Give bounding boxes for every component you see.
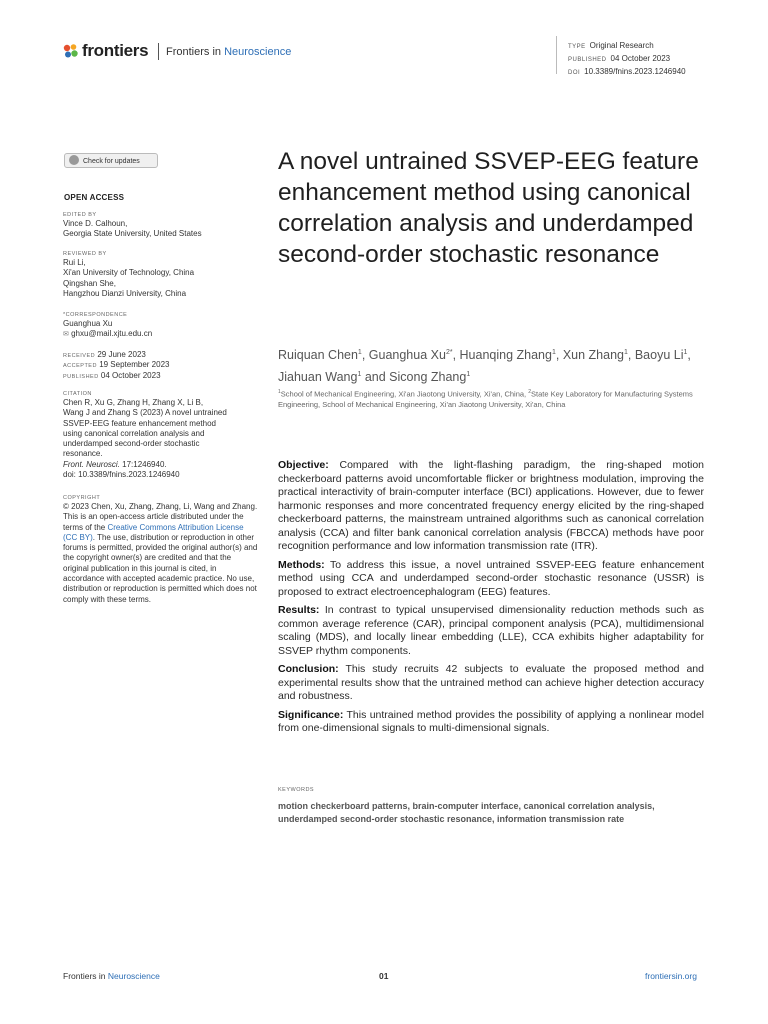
meta-published: PUBLISHED 04 October 2023: [568, 54, 671, 63]
abstract: [278, 459, 704, 741]
keywords: motion checkerboard patterns, brain-computer interface, canonical correlation analysis, underdamped second-order stochastic resonance, information transmission rate: [278, 801, 655, 824]
refresh-icon: [69, 155, 79, 165]
page-number: 01: [379, 971, 389, 981]
check-for-updates-button[interactable]: [64, 153, 158, 168]
correspondence-block: [63, 311, 263, 341]
editor-affiliation: Georgia State University, United States: [63, 229, 202, 239]
author-list: [278, 343, 718, 387]
author-name[interactable]: Sicong Zhang: [389, 370, 467, 385]
footer-site-link[interactable]: frontiersin.org: [645, 971, 697, 981]
affiliation-2: State Key Laboratory for Manufacturing Systems Engineering, School of Mechanical Engineering, Xi'an Jiaotong University, Xi'an, China: [278, 389, 693, 409]
affiliations: $^1$School of Mechanical Engineering, Xi'an Jiaotong University, Xi'an, China, $^2$State Key Laboratory for Manufacturing Systems Engineering, School of Mechanical Engineering, Xi'an Jiaotong University, Xi'an, China: [278, 389, 693, 409]
correspondence-label: *CORRESPONDENCE: [63, 312, 128, 318]
envelope-icon: ✉: [63, 331, 69, 339]
correspondence-email-row[interactable]: [63, 329, 263, 340]
author-name[interactable]: Ruiquan Chen: [278, 348, 358, 363]
journal-title[interactable]: [166, 46, 291, 58]
reviewer-name: Qingshan She,: [63, 278, 116, 288]
author-name[interactable]: Baoyu Li: [634, 348, 684, 363]
author-affiliation-sup: 1: [357, 371, 362, 379]
open-access-label: OPEN ACCESS: [64, 193, 125, 202]
article-title: A novel untrained SSVEP-EEG feature enhancement method using canonical correlation analysis and underdamped second-order stochastic resonance: [278, 148, 699, 268]
brand-name[interactable]: frontiers: [82, 41, 149, 60]
reviewed-by-block: [63, 250, 263, 299]
journal-prefix: Frontiers in: [166, 46, 222, 58]
license-link[interactable]: Creative Commons Attribution License (CC BY): [63, 522, 244, 542]
abstract-objective: Objective: Compared with the light-flashing paradigm, the ring-shaped motion checkerboard patterns avoid uncomfortable flicker or brightness modulation, improving the practical interactivity of brain-computer interface (BCI) applications. However, due to fewer harmonic responses and more concentrated frequency energy elicited by the ring-shaped checkerboard patterns, the mainstream untrained algorithms such as canonical correlation analysis (CCA) and filter bank canonical correlation analysis (FBCCA) methods have poor recognition performance and low information transmission rate (ITR).: [278, 459, 704, 552]
correspondence-name: Guanghua Xu: [63, 319, 113, 328]
article-meta: [568, 40, 686, 79]
author-affiliation-sup: 1: [466, 371, 471, 379]
brand-divider: [158, 43, 159, 60]
author-separator: ,: [452, 348, 460, 363]
author-separator: ,: [555, 348, 563, 363]
check-updates-label: Check for updates: [83, 158, 140, 165]
copyright-text: © 2023 Chen, Xu, Zhang, Zhang, Li, Wang and Zhang. This is an open-access article distributed under the terms of the Creative Commons Attribution License (CC BY). The use, distribution or reproduction in other forums is permitted, provided the original author(s) and the copyright owner(s) are credited and that the original publication in this journal is cited, in accordance with accepted academic practice. No use, distribution or reproduction is permitted which does not comply with these terms.: [63, 502, 258, 604]
citation-line: Chen R, Xu G, Zhang H, Zhang X, Li B,: [63, 398, 204, 407]
citation-line: SSVEP-EEG feature enhancement method: [63, 418, 216, 428]
meta-doi: DOI 10.3389/fnins.2023.1246940: [568, 67, 686, 76]
citation-line: underdamped second-order stochastic: [63, 439, 200, 449]
author-name[interactable]: Huanqing Zhang: [459, 348, 552, 363]
reviewer-affiliation: Hangzhou Dianzi University, China: [63, 288, 187, 298]
meta-divider: [556, 36, 557, 74]
author-name[interactable]: Guanghua Xu: [368, 348, 446, 363]
citation-volume: 17:1246940.: [119, 459, 167, 469]
accepted-row: ACCEPTED 19 September 2023: [63, 360, 170, 370]
author-affiliation-sup: 2*: [445, 349, 453, 356]
citation-label: CITATION: [63, 391, 92, 397]
author-separator: ,: [361, 348, 369, 363]
citation-doi[interactable]: doi: 10.3389/fnins.2023.1246940: [63, 470, 180, 480]
citation-journal: Front. Neurosci.: [63, 459, 120, 469]
reviewer-affiliation: Xi'an University of Technology, China: [63, 268, 195, 278]
correspondence-email[interactable]: ghxu@mail.xjtu.edu.cn: [71, 329, 153, 339]
author-separator: ,: [627, 348, 635, 363]
author-name[interactable]: Jiahuan Wang: [278, 370, 358, 385]
abstract-conclusion: Conclusion: This study recruits 42 subjects to evaluate the proposed method and experimental results show that the untrained method can achieve higher detection accuracy and robustness.: [278, 663, 704, 702]
abstract-results: Results: In contrast to typical unsupervised dimensionality reduction methods such as common average reference (CAR), principal component analysis (PCA), multidimensional scaling (MDS), and locally linear embedding (LLE), CCA exhibits higher adaptability for SSVEP rhythm components.: [278, 604, 704, 657]
keywords-label: KEYWORDS: [278, 787, 315, 793]
frontiers-logo-icon: [63, 43, 79, 59]
affiliation-1: School of Mechanical Engineering, Xi'an Jiaotong University, Xi'an, China,: [280, 389, 529, 399]
abstract-significance: Significance: This untrained method provides the possibility of applying a nonlinear model from one-dimensional signals to multi-dimensional signals.: [278, 708, 704, 734]
author-name[interactable]: Xun Zhang: [562, 348, 624, 363]
citation-journal-row: [63, 460, 259, 470]
journal-name: Neuroscience: [224, 46, 292, 58]
author-affiliation-sup: 1: [683, 349, 688, 356]
citation-line: using canonical correlation analysis and: [63, 428, 205, 438]
published-row: PUBLISHED 04 October 2023: [63, 370, 161, 380]
edited-by-label: EDITED BY: [63, 212, 97, 218]
footer-journal[interactable]: Frontiers in Neuroscience: [63, 971, 160, 981]
editor-name: Vince D. Calhoun,: [63, 219, 128, 228]
copyright-label: COPYRIGHT: [63, 495, 101, 501]
author-affiliation-sup: 1: [623, 349, 628, 356]
abstract-methods: Methods: To address this issue, a novel untrained SSVEP-EEG feature enhancement method using CCA and underdamped second-order stochastic resonance (USSR) is proposed to extract electroencephalogram (EEG) features.: [278, 558, 704, 598]
citation-line: resonance.: [63, 449, 103, 459]
citation-block: [63, 390, 259, 480]
copyright-block: [63, 494, 259, 605]
author-separator: and: [361, 370, 390, 385]
author-affiliation-sup: 1: [551, 349, 556, 356]
author-separator: ,: [687, 348, 691, 363]
reviewer-name: Rui Li,: [63, 258, 86, 267]
citation-line: Wang J and Zhang S (2023) A novel untrained: [63, 408, 227, 418]
reviewed-by-label: REVIEWED BY: [63, 251, 107, 257]
dates-block: [63, 350, 263, 381]
meta-type: TYPE Original Research: [568, 41, 654, 50]
edited-by-block: [63, 211, 263, 240]
received-row: RECEIVED 29 June 2023: [63, 350, 146, 359]
author-affiliation-sup: 1: [357, 349, 362, 356]
